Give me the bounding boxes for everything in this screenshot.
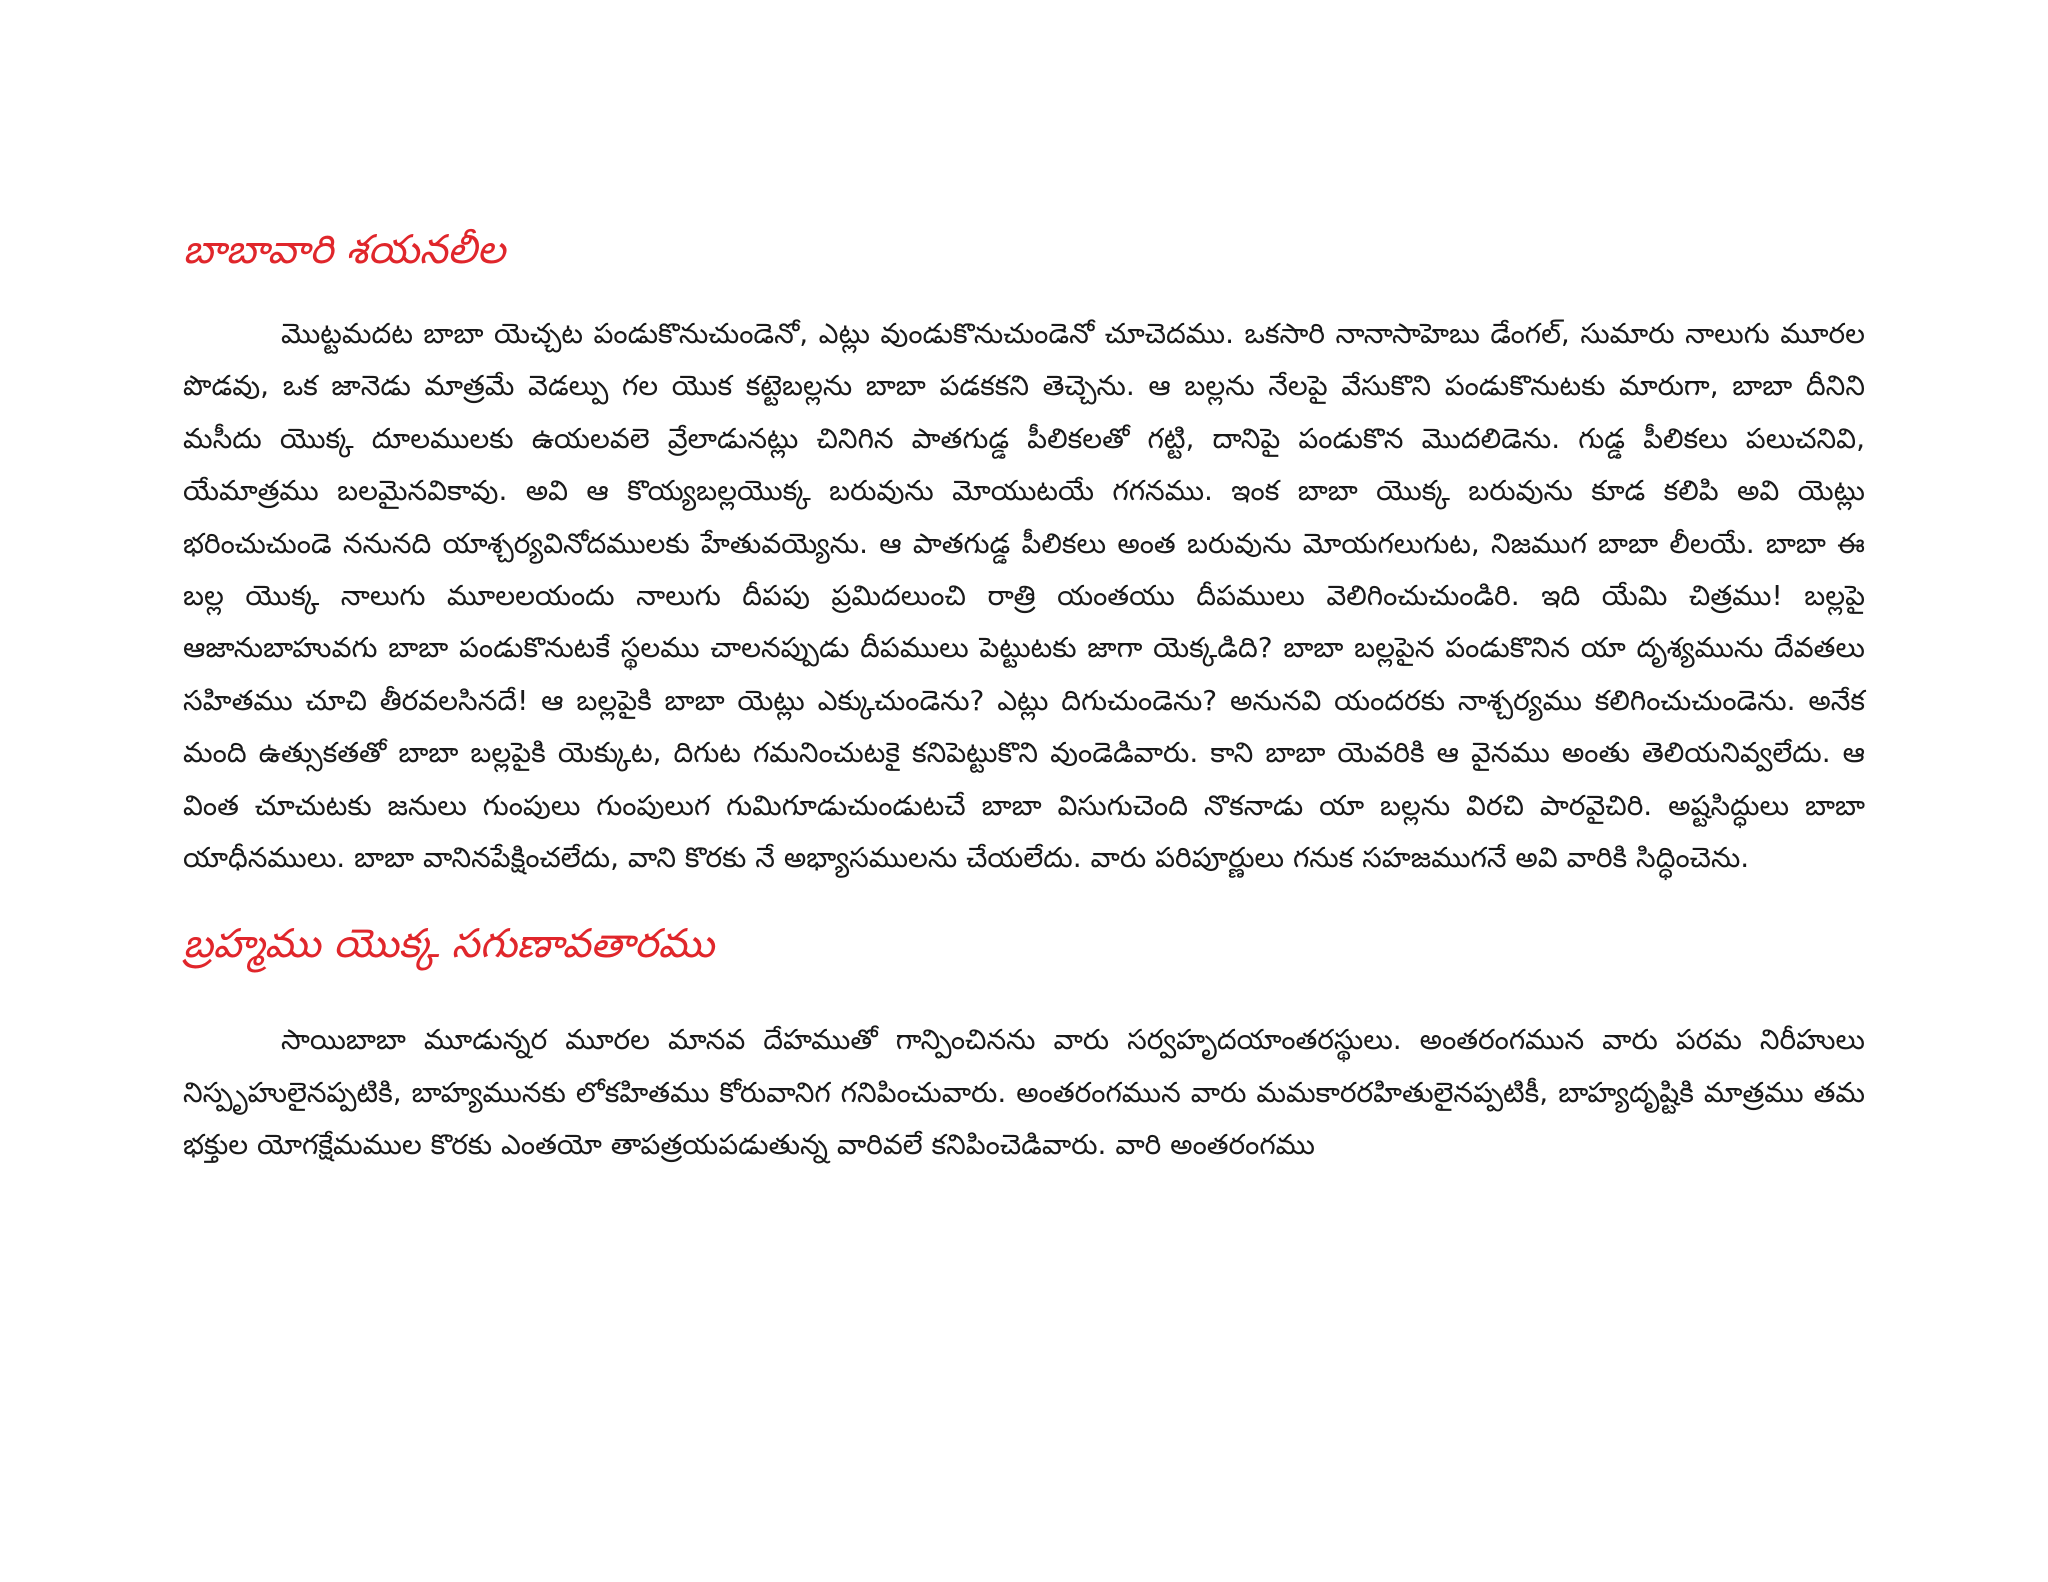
section-paragraph-shayana-leela: మొట్టమదట బాబా యెచ్చట పండుకొనుచుండెనో, ఎట్లు వుండుకొనుచుండెనో చూచెదము. ఒకసారి నానాసాహెబు డేంగల్, సుమారు నాలుగు మూరల పొడవు, ఒక జానెడు మాత్రమే వెడల్పు గల యొక కట్టెబల్లను బాబా పడకకని తెచ్చెను. ఆ బల్లను నేలపై వేసుకొని పండుకొనుటకు మారుగా, బాబా దీనిని మసీదు యొక్క దూలములకు ఉయలవలె వ్రేలాడునట్లు చినిగిన పాతగుడ్డ పీలికలతో గట్టి, దానిపై పండుకొన మొదలిడెను. గుడ్డ పీలికలు పలుచనివి, యేమాత్రము బలమైనవికావు. అవి ఆ కొయ్యబల్లయొక్క బరువును మోయుటయే గగనము. ఇంక బాబా యొక్క బరువును కూడ కలిపి అవి యెట్లు భరించుచుండె ననునది యాశ్చర్యవినోదములకు హేతువయ్యెను. ఆ పాతగుడ్డ పీలికలు అంత బరువును మోయగలుగుట, నిజముగ బాబా లీలయే. బాబా ఈ బల్ల యొక్క నాలుగు మూలలయందు నాలుగు దీపపు ప్రమిదలుంచి రాత్రి యంతయు దీపములు వెలిగించుచుండిరి. ఇది యేమి చిత్రము! బల్లపై ఆజానుబాహువగు బాబా పండుకొనుటకే స్థలము చాలనప్పుడు దీపములు పెట్టుటకు జాగా యెక్కడిది? బాబా బల్లపైన పండుకొనిన యా దృశ్యమును దేవతలు సహితము చూచి తీరవలసినదే! ఆ బల్లపైకి బాబా యెట్లు ఎక్కుచుండెను? ఎట్లు దిగుచుండెను? అనునవి యందరకు నాశ్చర్యము కలిగించుచుండెను. అనేక మంది ఉత్సుకతతో బాబా బల్లపైకి యెక్కుట, దిగుట గమనించుటకై కనిపెట్టుకొని వుండెడివారు. కాని బాబా యెవరికి ఆ వైనము అంతు తెలియనివ్వలేదు. ఆ వింత చూచుటకు జనులు గుంపులు గుంపులుగ గుమిగూడుచుండుటచే బాబా విసుగుచెంది నొకనాడు యా బల్లను విరచి పారవైచిరి. అష్టసిద్ధులు బాబా యాధీనములు. బాబా వానినపేక్షించలేదు, వాని కొరకు నే అభ్యాసములను చేయలేదు. వారు పరిపూర్ణులు గనుక సహజముగనే అవి వారికి సిద్ధించెను. xyxy=(183,317,1865,875)
section-heading-saguna-avataram: బ్రహ్మము యొక్క సగుణావతారము xyxy=(183,921,715,968)
section-heading-shayana-leela: బాబావారి శయనలీల xyxy=(183,227,506,273)
section-paragraph-saguna-avataram: సాయిబాబా మూడున్నర మూరల మానవ దేహముతో గాన్పించినను వారు సర్వహృదయాంతరస్థులు. అంతరంగమున వారు పరమ నిరీహులు నిస్పృహులైనప్పటికి, బాహ్యమునకు లోకహితము కోరువానిగ గనిపించువారు. అంతరంగమున వారు మమకారరహితులైనప్పటికీ, బాహ్యదృష్టికి మాత్రము తమ భక్తుల యోగక్షేమముల కొరకు ఎంతయో తాపత్రయపడుతున్న వారివలే కనిపించెడివారు. వారి అంతరంగము xyxy=(183,1023,1865,1162)
